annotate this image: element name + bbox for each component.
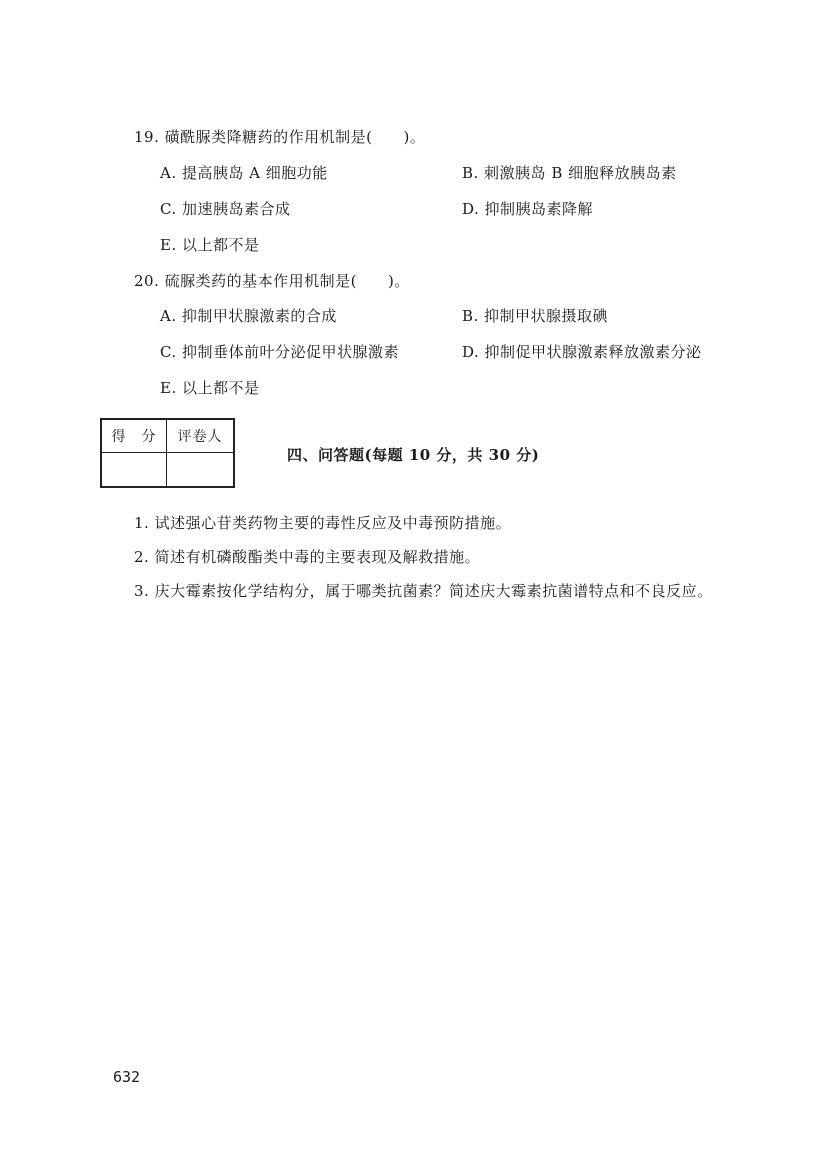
question-19-option-e: E. 以上都不是 <box>160 236 260 254</box>
question-20-option-d: D. 抑制促甲状腺激素释放激素分泌 <box>462 343 702 361</box>
question-20-option-c: C. 抑制垂体前叶分泌促甲状腺激素 <box>160 343 399 361</box>
section-4-title: 四、问答题(每题 10 分，共 30 分) <box>287 446 540 464</box>
essay-question-2: 2. 简述有机磷酸酯类中毒的主要表现及解救措施。 <box>134 548 481 566</box>
grader-header: 评卷人 <box>167 419 235 453</box>
question-19-option-b: B. 刺激胰岛 B 细胞释放胰岛素 <box>462 164 677 182</box>
question-19-option-c: C. 加速胰岛素合成 <box>160 200 291 218</box>
score-table <box>100 418 235 488</box>
question-20-stem: 20. 硫脲类药的基本作用机制是( )。 <box>134 272 410 290</box>
question-20-option-b: B. 抑制甲状腺摄取碘 <box>462 307 609 325</box>
grader-cell <box>167 453 235 488</box>
essay-question-3: 3. 庆大霉素按化学结构分，属于哪类抗菌素？简述庆大霉素抗菌谱特点和不良反应。 <box>134 582 713 600</box>
question-20-option-a: A. 抑制甲状腺激素的合成 <box>160 307 337 325</box>
question-19-option-d: D. 抑制胰岛素降解 <box>462 200 594 218</box>
score-header: 得 分 <box>101 419 167 453</box>
score-cell <box>101 453 167 488</box>
question-20-option-e: E. 以上都不是 <box>160 379 260 397</box>
question-19-option-a: A. 提高胰岛 A 细胞功能 <box>160 164 328 182</box>
question-19-stem: 19. 磺酰脲类降糖药的作用机制是( )。 <box>134 128 426 146</box>
essay-question-1: 1. 试述强心苷类药物主要的毒性反应及中毒预防措施。 <box>134 514 512 532</box>
page-number: 632 <box>113 1068 141 1086</box>
